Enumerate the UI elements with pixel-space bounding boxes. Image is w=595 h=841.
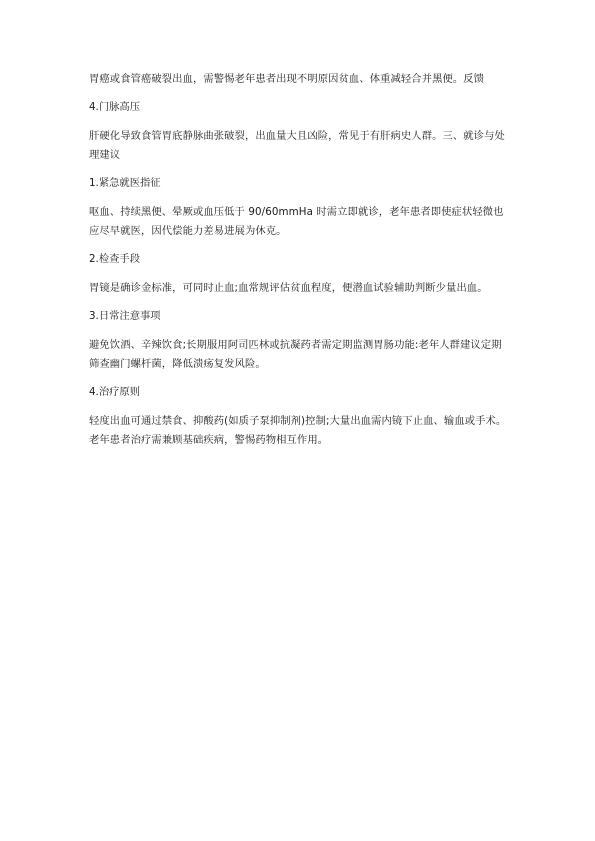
paragraph-daily-precautions: 避免饮酒、辛辣饮食;长期服用阿司匹林或抗凝药者需定期监测胃肠功能:老年人群建议定期筛查幽门螺杆菌，降低溃疡复发风险。 xyxy=(89,339,502,370)
heading-daily-precautions: 3.日常注意事项 xyxy=(89,310,161,322)
paragraph-cancer-bleeding: 胃癌或食管癌破裂出血，需警惕老年患者出现不明原因贫血、体重减轻合并黑便。反馈 xyxy=(89,73,485,85)
paragraph-emergency-indications: 呕血、持续黑便、晕厥或血压低于 90/60mmHa 时需立即就诊，老年患者即使症状轻微也应尽早就医，因代偿能力差易进展为休克。 xyxy=(89,206,504,237)
paragraph-treatment-principles: 轻度出血可通过禁食、抑酸药(如质子泵抑制剂)控制;大量出血需内镜下止血、输血或手术。老年患者治疗需兼顾基础疾病，警惕药物相互作用。 xyxy=(89,415,507,446)
paragraph-cirrhosis-varices: 肝硬化导致食管胃底静脉曲张破裂，出血量大且凶险，常见于有肝病史人群。三、就诊与处理建议 xyxy=(89,130,505,161)
heading-examination-methods: 2.检查手段 xyxy=(89,253,141,265)
document-body xyxy=(89,70,509,459)
heading-portal-hypertension: 4.门脉高压 xyxy=(89,101,141,113)
heading-treatment-principles: 4.治疗原则 xyxy=(89,386,141,398)
heading-emergency-indications: 1.紧急就医指征 xyxy=(89,177,161,189)
paragraph-examination-methods: 胃镜是确诊金标准，可同时止血;血常规评估贫血程度，便潜血试验辅助判断少量出血。 xyxy=(89,282,488,294)
